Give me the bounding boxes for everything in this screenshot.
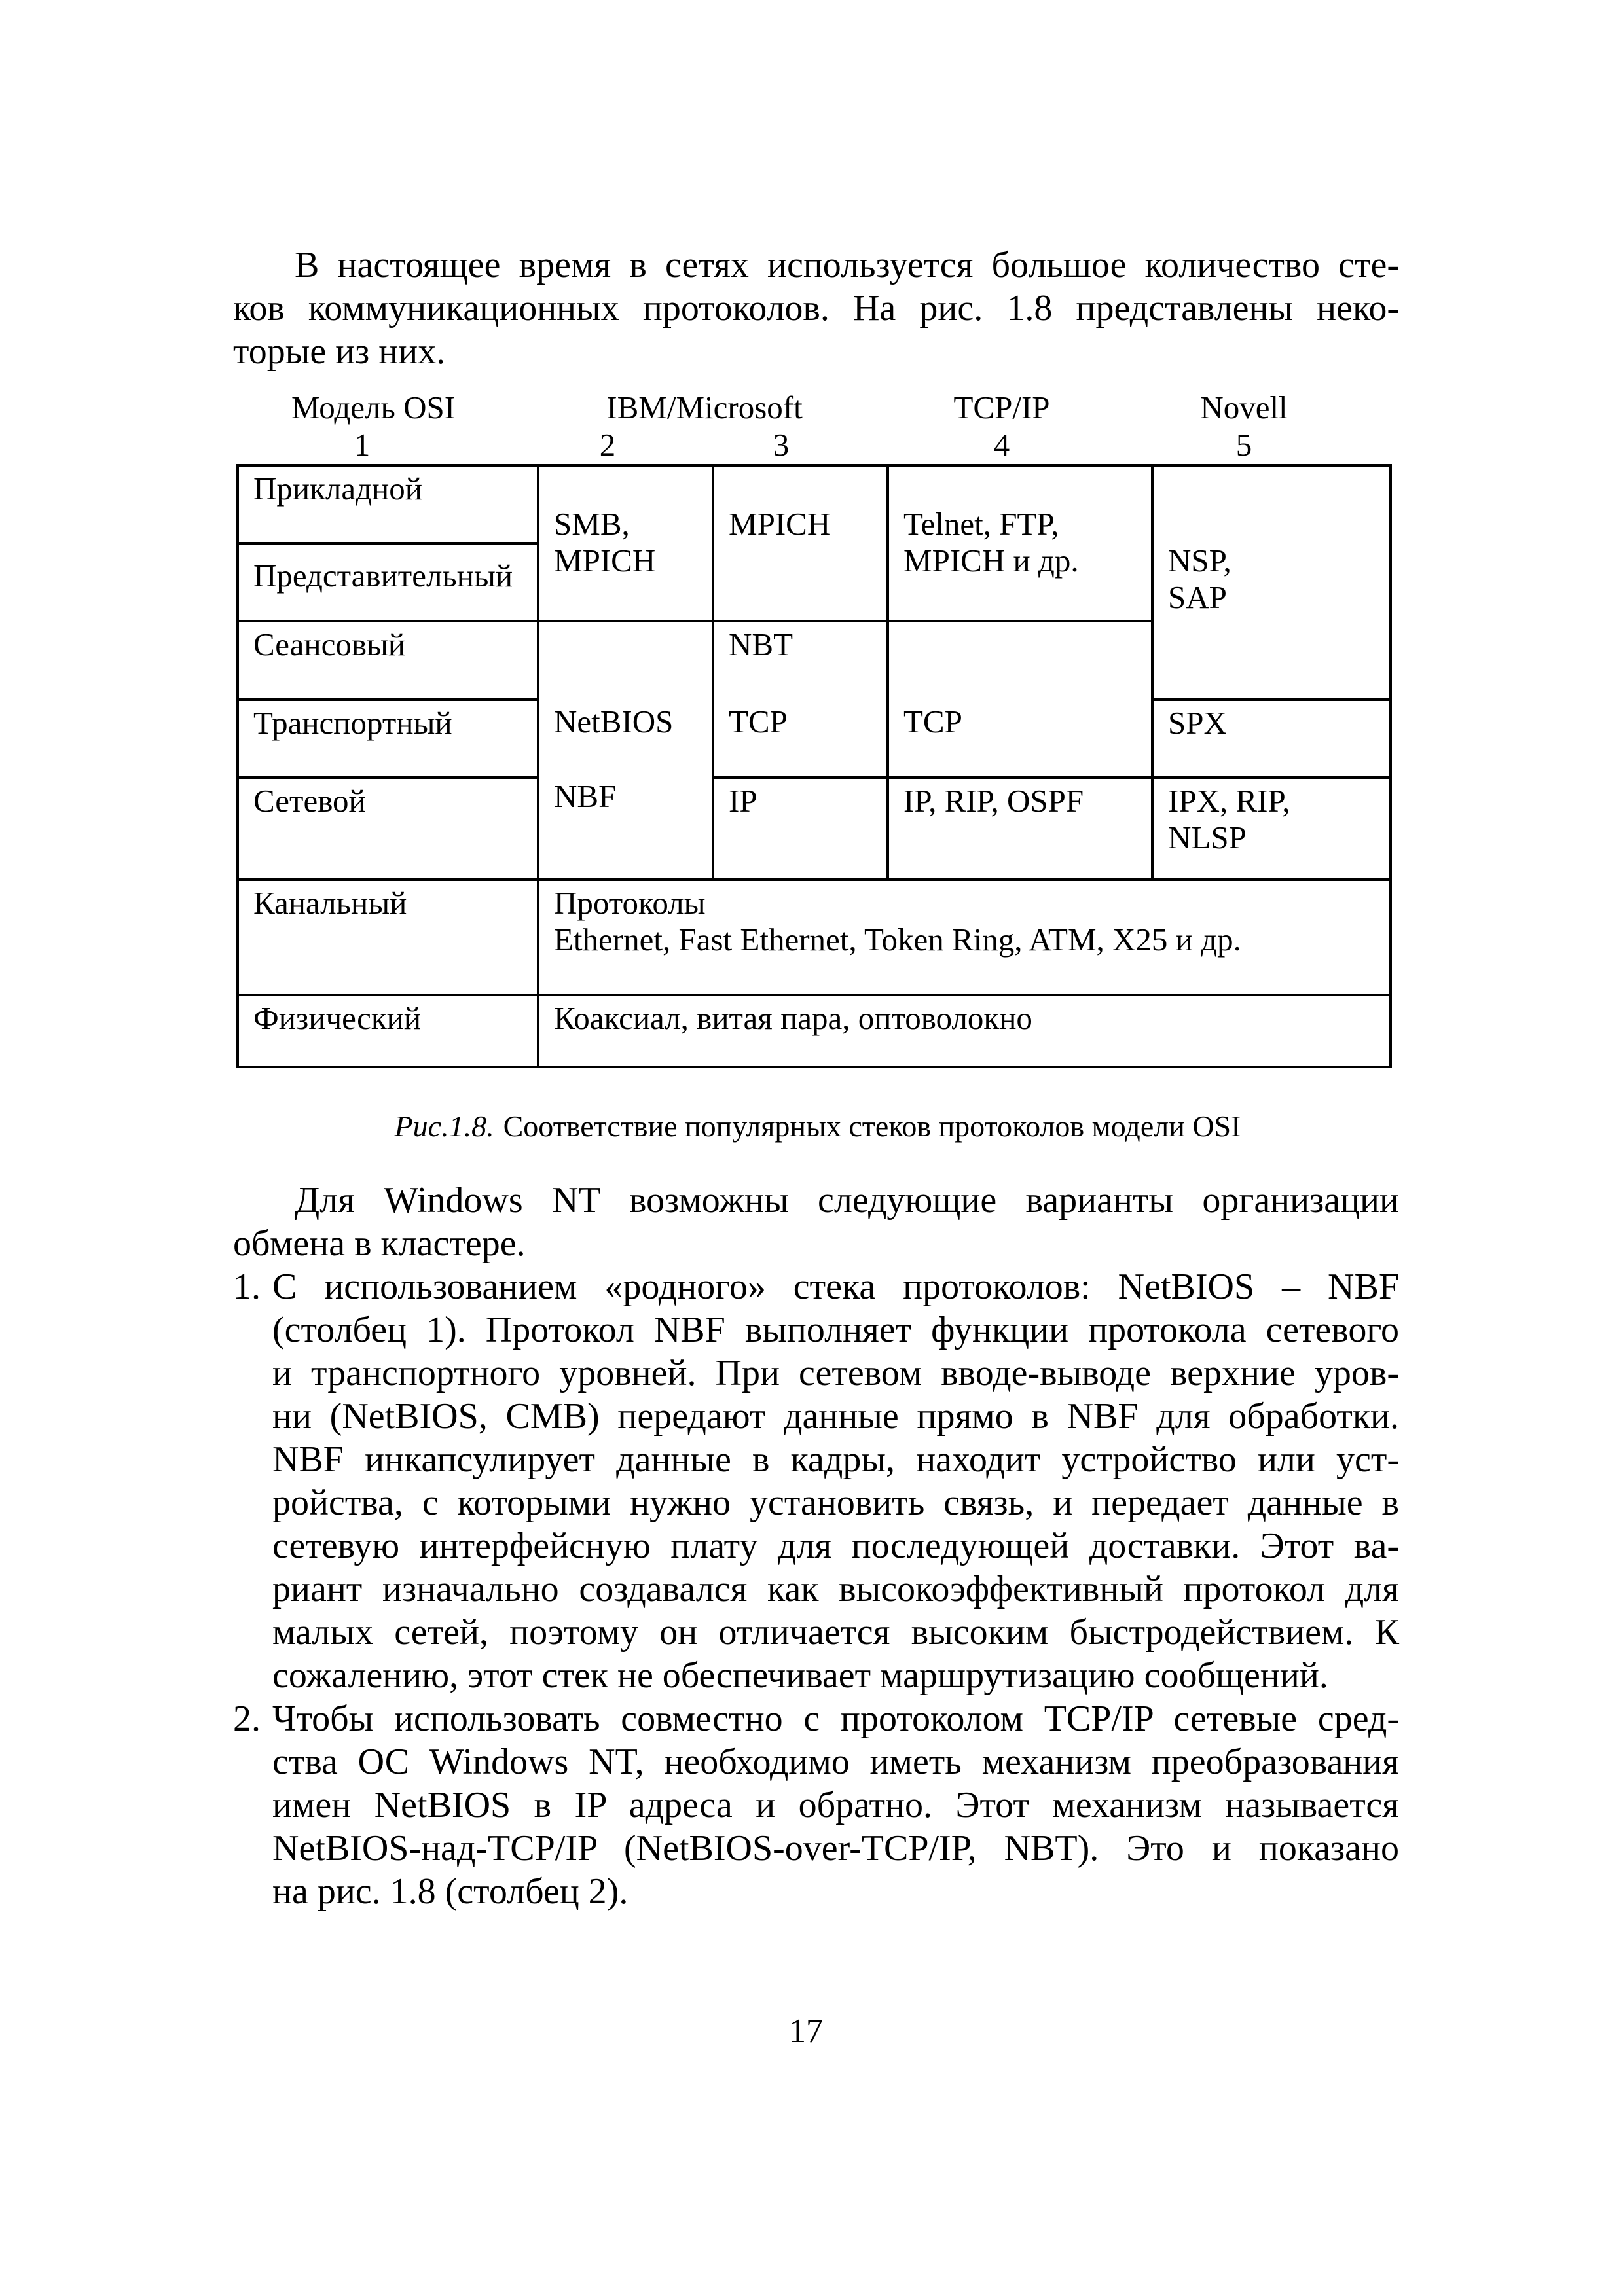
caption-text: Соответствие популярных стеков протоколов модели OSI <box>503 1109 1241 1143</box>
cell-text: MPICH и др. <box>903 543 1079 579</box>
protocol-stack-table <box>236 464 1392 1068</box>
text-line: ства ОС Windows NT, необходимо иметь механизм преобразования <box>272 1742 1399 1782</box>
text-line: имен NetBIOS в IP адреса и обратно. Этот механизм называется <box>272 1785 1399 1825</box>
layer-datalink: Канальный <box>238 880 538 995</box>
text-line: Чтобы использовать совместно с протоколом TCP/IP сетевые сред- <box>272 1698 1399 1739</box>
cell-text: Ethernet, Fast Ethernet, Token Ring, ATM, X25 и др. <box>554 922 1241 958</box>
cell-ipx-rip-nlsp <box>1152 778 1391 880</box>
header-osi-model: Модель OSI <box>291 389 456 425</box>
cell-text: TCP <box>903 704 962 740</box>
cell-nbt-tcp <box>713 621 888 778</box>
text-line: и транспортного уровней. При сетевом вводе-выводе верхние уров- <box>272 1353 1399 1393</box>
text-line: NetBIOS-над-TCP/IP (NetBIOS-over-TCP/IP, NBT). Это и показано <box>272 1828 1399 1869</box>
header-novell: Novell <box>1200 389 1288 425</box>
cell-text: NetBIOS <box>554 704 674 740</box>
column-number: 1 <box>354 427 371 463</box>
text-line: NBF инкапсулирует данные в кадры, находит устройство или уст- <box>272 1439 1399 1480</box>
layer-transport: Транспортный <box>238 700 538 778</box>
text-line: (столбец 1). Протокол NBF выполняет функции протокола сетевого <box>272 1310 1399 1350</box>
cell-spx: SPX <box>1152 700 1391 778</box>
text-line: ков коммуникационных протоколов. На рис. 1.8 представлены неко- <box>233 288 1399 329</box>
column-number: 2 <box>599 427 616 463</box>
cell-text: IPX, RIP, <box>1168 783 1290 819</box>
cell-ip: IP <box>713 778 888 880</box>
list-item-number: 1. <box>233 1266 261 1307</box>
header-ibm-microsoft: IBM/Microsoft <box>606 389 803 425</box>
cell-text: SAP <box>1168 579 1227 615</box>
layer-network: Сетевой <box>238 778 538 880</box>
text-line: ни (NetBIOS, CMB) передают данные прямо в NBF для обработки. <box>272 1396 1399 1437</box>
text-line: малых сетей, поэтому он отличается высоким быстродействием. К <box>272 1612 1399 1653</box>
cell-text: NSP, <box>1168 543 1231 579</box>
header-tcpip: TCP/IP <box>953 389 1050 425</box>
cell-text: NLSP <box>1168 819 1247 855</box>
page-number: 17 <box>789 2013 823 2050</box>
column-number: 5 <box>1235 427 1252 463</box>
cell-telnet-ftp <box>888 465 1152 621</box>
cell-mpich <box>713 465 888 621</box>
text-line: ройства, с которыми нужно установить связь, и передает данные в <box>272 1482 1399 1523</box>
cell-text: NBF <box>554 778 617 814</box>
cell-text: Telnet, FTP, <box>903 506 1059 542</box>
layer-presentation: Представительный <box>238 543 538 621</box>
cell-text: TCP <box>729 704 788 740</box>
cell-text: SMB, <box>554 506 630 542</box>
cell-physical-media: Коаксиал, витая пара, оптоволокно <box>538 995 1391 1067</box>
cell-datalink-protocols <box>538 880 1391 995</box>
text-line: В настоящее время в сетях используется большое количество сте- <box>295 245 1399 285</box>
cell-text: Протоколы <box>554 885 706 921</box>
cell-ip-rip-ospf: IP, RIP, OSPF <box>888 778 1152 880</box>
text-line: обмена в кластере. <box>233 1223 526 1264</box>
layer-session: Сеансовый <box>238 621 538 700</box>
text-line: С использованием «родного» стека протоколов: NetBIOS – NBF <box>272 1266 1399 1307</box>
caption-label: Рис.1.8. <box>394 1109 494 1143</box>
text-line: сожалению, этот стек не обеспечивает маршрутизацию сообщений. <box>272 1655 1328 1696</box>
cell-tcp <box>888 621 1152 778</box>
column-number: 3 <box>773 427 790 463</box>
cell-text: NBT <box>729 626 793 662</box>
text-line: Для Windows NT возможны следующие варианты организации <box>295 1180 1399 1221</box>
text-line: на рис. 1.8 (столбец 2). <box>272 1871 629 1912</box>
text-line: сетевую интерфейсную плату для последующей доставки. Этот ва- <box>272 1526 1399 1566</box>
cell-smb-mpich <box>538 465 713 621</box>
layer-physical: Физический <box>238 995 538 1067</box>
cell-text: MPICH <box>554 543 656 579</box>
list-item-number: 2. <box>233 1698 261 1739</box>
cell-netbios-nbf <box>538 621 713 880</box>
cell-nsp-sap <box>1152 465 1391 700</box>
column-number: 4 <box>993 427 1010 463</box>
cell-text: MPICH <box>729 506 831 542</box>
text-line: торые из них. <box>233 331 446 372</box>
layer-application: Прикладной <box>238 465 538 543</box>
text-line: риант изначально создавался как высокоэффективный протокол для <box>272 1569 1399 1609</box>
figure-caption <box>395 1108 1241 1145</box>
